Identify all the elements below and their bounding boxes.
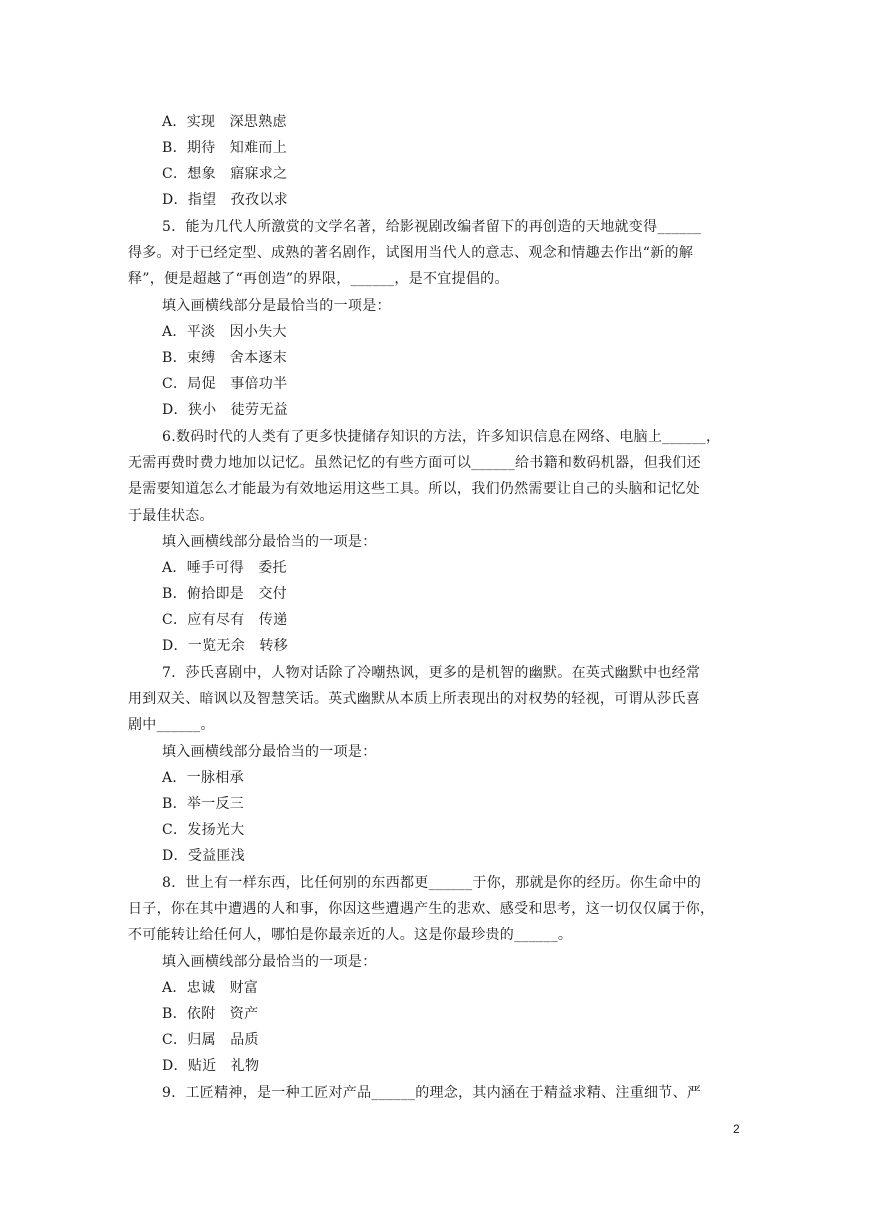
q6-option-d: D．一览无余 转移 (162, 638, 288, 654)
q7-prompt: 填入画横线部分最恰当的一项是： (162, 744, 377, 760)
q7-stem-line-2: 用到双关、暗讽以及智慧笑话。英式幽默从本质上所表现出的对权势的轻视，可谓从莎氏喜 (128, 691, 700, 707)
q8-option-a: A．忠诚 财富 (162, 980, 259, 996)
q8-option-b: B．依附 资产 (162, 1006, 259, 1022)
q8-prompt: 填入画横线部分最恰当的一项是： (162, 954, 377, 970)
q6-option-c: C．应有尽有 传递 (162, 612, 288, 628)
q7-stem-line-3: 剧中______。 (128, 717, 215, 733)
q9-stem-line-1: 9．工匠精神，是一种工匠对产品______的理念，其内涵在于精益求精、注重细节、严 (162, 1085, 702, 1101)
q6-stem-line-3: 是需要知道怎么才能最为有效地运用这些工具。所以，我们仍然需要让自己的头脑和记忆处 (128, 481, 700, 497)
q4-option-b: B．期待 知难而上 (162, 140, 287, 156)
q7-stem-line-1: 7．莎氏喜剧中，人物对话除了冷嘲热讽，更多的是机智的幽默。在英式幽默中也经常 (162, 665, 701, 681)
q7-option-b: B．举一反三 (162, 796, 245, 812)
q8-stem-line-2: 日子，你在其中遭遇的人和事，你因这些遭遇产生的悲欢、感受和思考，这一切仅仅属于你， (128, 901, 715, 917)
q7-option-c: C．发扬光大 (162, 822, 245, 838)
q5-stem-line-2: 得多。对于已经定型、成熟的著名剧作，试图用当代人的意志、观念和情趣去作出“新的解 (128, 245, 694, 261)
q6-option-a: A．唾手可得 委托 (162, 560, 287, 576)
q7-option-a: A．一脉相承 (162, 770, 244, 786)
q4-option-a: A．实现 深思熟虑 (162, 114, 287, 130)
q8-option-c: C．归属 品质 (162, 1032, 259, 1048)
q7-option-d: D．受益匪浅 (162, 848, 246, 864)
q6-stem-line-1: 6.数码时代的人类有了更多快捷储存知识的方法，许多知识信息在网络、电脑上______， (162, 429, 721, 445)
q5-option-d: D．狭小 徒劳无益 (162, 402, 288, 418)
q6-stem-line-4: 于最佳状态。 (128, 508, 214, 524)
q5-stem-line-1: 5．能为几代人所激赏的文学名著，给影视剧改编者留下的再创造的天地就变得______ (162, 219, 702, 235)
q8-stem-line-1: 8．世上有一样东西，比任何别的东西都更______于你，那就是你的经历。你生命中的 (162, 875, 702, 891)
q8-option-d: D．贴近 礼物 (162, 1058, 260, 1074)
q5-option-a: A．平淡 因小失大 (162, 324, 287, 340)
q6-option-b: B．俯拾即是 交付 (162, 586, 287, 602)
q5-option-b: B．束缚 舍本逐末 (162, 350, 287, 366)
q8-stem-line-3: 不可能转让给任何人，哪怕是你最亲近的人。这是你最珍贵的______。 (128, 927, 573, 943)
q4-option-d: D．指望 孜孜以求 (162, 192, 288, 208)
q6-stem-line-2: 无需再费时费力地加以记忆。虽然记忆的有些方面可以______给书籍和数码机器，但我们还 (128, 455, 701, 471)
q5-option-c: C．局促 事倍功半 (162, 376, 288, 392)
page-number: 2 (733, 1122, 740, 1136)
q5-prompt: 填入画横线部分是最恰当的一项是： (162, 298, 391, 314)
q6-prompt: 填入画横线部分最恰当的一项是： (162, 534, 377, 550)
q4-option-c: C．想象 寤寐求之 (162, 166, 288, 182)
q5-stem-line-3: 释”，便是超越了“再创造”的界限，______，是不宜提倡的。 (128, 271, 509, 287)
